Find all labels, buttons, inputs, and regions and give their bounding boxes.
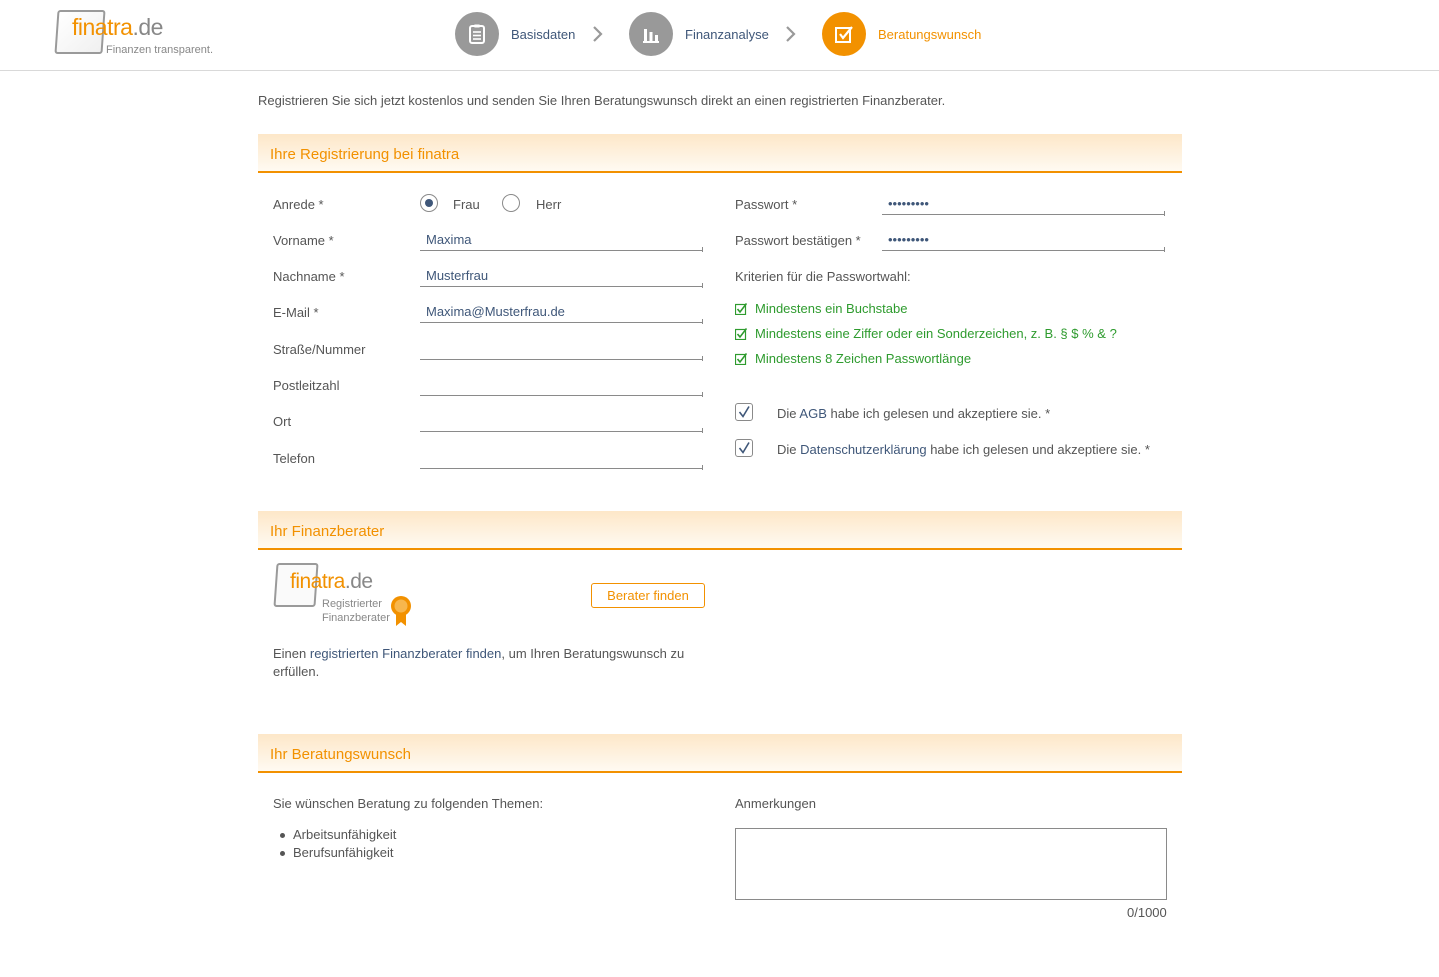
step-label-basisdaten: Basisdaten xyxy=(511,26,576,42)
badge-brand-text: finatra xyxy=(290,570,345,593)
list-item: Arbeitsunfähigkeit xyxy=(273,826,396,844)
ort-label: Ort xyxy=(273,414,292,429)
telefon-field-wrap xyxy=(420,447,703,470)
badge-domain-text: .de xyxy=(344,570,373,593)
radio-herr[interactable] xyxy=(502,194,520,212)
section-wunsch-header xyxy=(258,734,1182,773)
nachname-field-wrap xyxy=(420,265,703,288)
criteria-item xyxy=(735,351,971,366)
nachname-field[interactable] xyxy=(420,265,703,287)
list-item: Berufsunfähigkeit xyxy=(273,844,396,862)
header xyxy=(0,0,1439,71)
logo-brand-text: finatra xyxy=(72,14,133,40)
berater-text: Einen registrierten Finanzberater finden, um Ihren Beratungswunsch zu erfüllen. xyxy=(273,646,685,679)
vorname-field-wrap xyxy=(420,229,703,252)
plz-field-wrap xyxy=(420,374,703,397)
finatra-logo[interactable] xyxy=(56,8,216,60)
checkmark-icon xyxy=(736,404,752,420)
telefon-label: Telefon xyxy=(273,451,315,466)
passwort-confirm-field[interactable] xyxy=(882,229,1165,251)
check-icon xyxy=(735,303,747,315)
section-registration-header xyxy=(258,134,1182,173)
anrede-label: Anrede * xyxy=(273,197,324,212)
topics-list xyxy=(273,826,396,862)
step-basisdaten[interactable] xyxy=(455,10,575,58)
radio-herr-label: Herr xyxy=(536,197,562,212)
berater-finden-button[interactable]: Berater finden xyxy=(591,583,705,608)
clipboard-icon xyxy=(455,12,499,56)
datenschutz-link[interactable]: Datenschutzerklärung xyxy=(800,442,927,457)
passwort-label: Passwort * xyxy=(735,197,798,212)
criteria-text: Mindestens eine Ziffer oder ein Sonderzeichen, z. B. § $ % & ? xyxy=(755,326,1117,341)
criteria-item xyxy=(735,301,907,316)
datenschutz-checkbox[interactable] xyxy=(735,439,753,457)
criteria-item xyxy=(735,326,1117,341)
section-title: Ihre Registrierung bei finatra xyxy=(270,146,460,163)
passwort-field[interactable] xyxy=(882,193,1165,215)
step-label-finanzanalyse: Finanzanalyse xyxy=(685,26,769,42)
logo-domain-text: .de xyxy=(132,14,163,40)
check-icon xyxy=(735,328,747,340)
agb-label: Die AGB habe ich gelesen und akzeptiere sie. * xyxy=(777,406,1051,421)
vorname-field[interactable] xyxy=(420,229,703,251)
vorname-label: Vorname * xyxy=(273,233,334,248)
agb-link[interactable]: AGB xyxy=(799,406,827,421)
email-field-wrap xyxy=(420,301,703,324)
badge-line2: Finanzberater xyxy=(322,612,390,624)
email-field[interactable] xyxy=(420,301,703,323)
step-label-beratungswunsch: Beratungswunsch xyxy=(878,26,982,42)
section-title: Ihr Finanzberater xyxy=(270,523,385,540)
plz-label: Postleitzahl xyxy=(273,378,340,393)
criteria-text: Mindestens 8 Zeichen Passwortlänge xyxy=(755,351,972,366)
bar-chart-icon xyxy=(629,12,673,56)
badge-line1: Registrierter xyxy=(322,598,382,610)
registered-advisor-badge xyxy=(273,560,418,628)
radio-frau[interactable] xyxy=(420,194,438,212)
email-label: E-Mail * xyxy=(273,305,319,320)
criteria-text: Mindestens ein Buchstabe xyxy=(755,301,908,316)
topics-label: Sie wünschen Beratung zu folgenden Themen: xyxy=(273,796,544,811)
strasse-label: Straße/Nummer xyxy=(273,342,366,357)
char-counter: 0/1000 xyxy=(1127,905,1167,920)
award-ribbon-icon xyxy=(390,595,412,627)
step-finanzanalyse[interactable] xyxy=(629,10,769,58)
notes-textarea[interactable] xyxy=(735,828,1167,900)
section-berater-header xyxy=(258,511,1182,550)
passwort-confirm-label: Passwort bestätigen * xyxy=(735,233,861,248)
check-icon xyxy=(735,353,747,365)
chevron-right-icon xyxy=(591,24,605,44)
section-title: Ihr Beratungswunsch xyxy=(270,746,411,763)
notes-label: Anmerkungen xyxy=(735,796,816,811)
telefon-field[interactable] xyxy=(420,447,703,469)
ort-field[interactable] xyxy=(420,410,703,432)
strasse-field-wrap xyxy=(420,338,703,361)
chevron-right-icon xyxy=(784,24,798,44)
datenschutz-label: Die Datenschutzerklärung habe ich gelesen und akzeptiere sie. * xyxy=(777,442,1150,457)
intro-text: Registrieren Sie sich jetzt kostenlos und senden Sie Ihren Beratungswunsch direkt an einen registrierten Finanzberater. xyxy=(258,93,946,108)
step-beratungswunsch[interactable] xyxy=(822,10,981,58)
agb-checkbox[interactable] xyxy=(735,403,753,421)
criteria-title: Kriterien für die Passwortwahl: xyxy=(735,269,911,284)
plz-field[interactable] xyxy=(420,374,703,396)
checkmark-icon xyxy=(736,440,752,456)
nachname-label: Nachname * xyxy=(273,269,345,284)
passwort-confirm-field-wrap xyxy=(882,229,1165,252)
strasse-field[interactable] xyxy=(420,338,703,360)
radio-frau-label: Frau xyxy=(453,197,480,212)
berater-finden-link[interactable]: registrierten Finanzberater finden xyxy=(309,646,502,661)
passwort-field-wrap xyxy=(882,193,1165,216)
checkbox-icon xyxy=(822,12,866,56)
logo-tagline: Finanzen transparent. xyxy=(106,44,214,56)
ort-field-wrap xyxy=(420,410,703,433)
